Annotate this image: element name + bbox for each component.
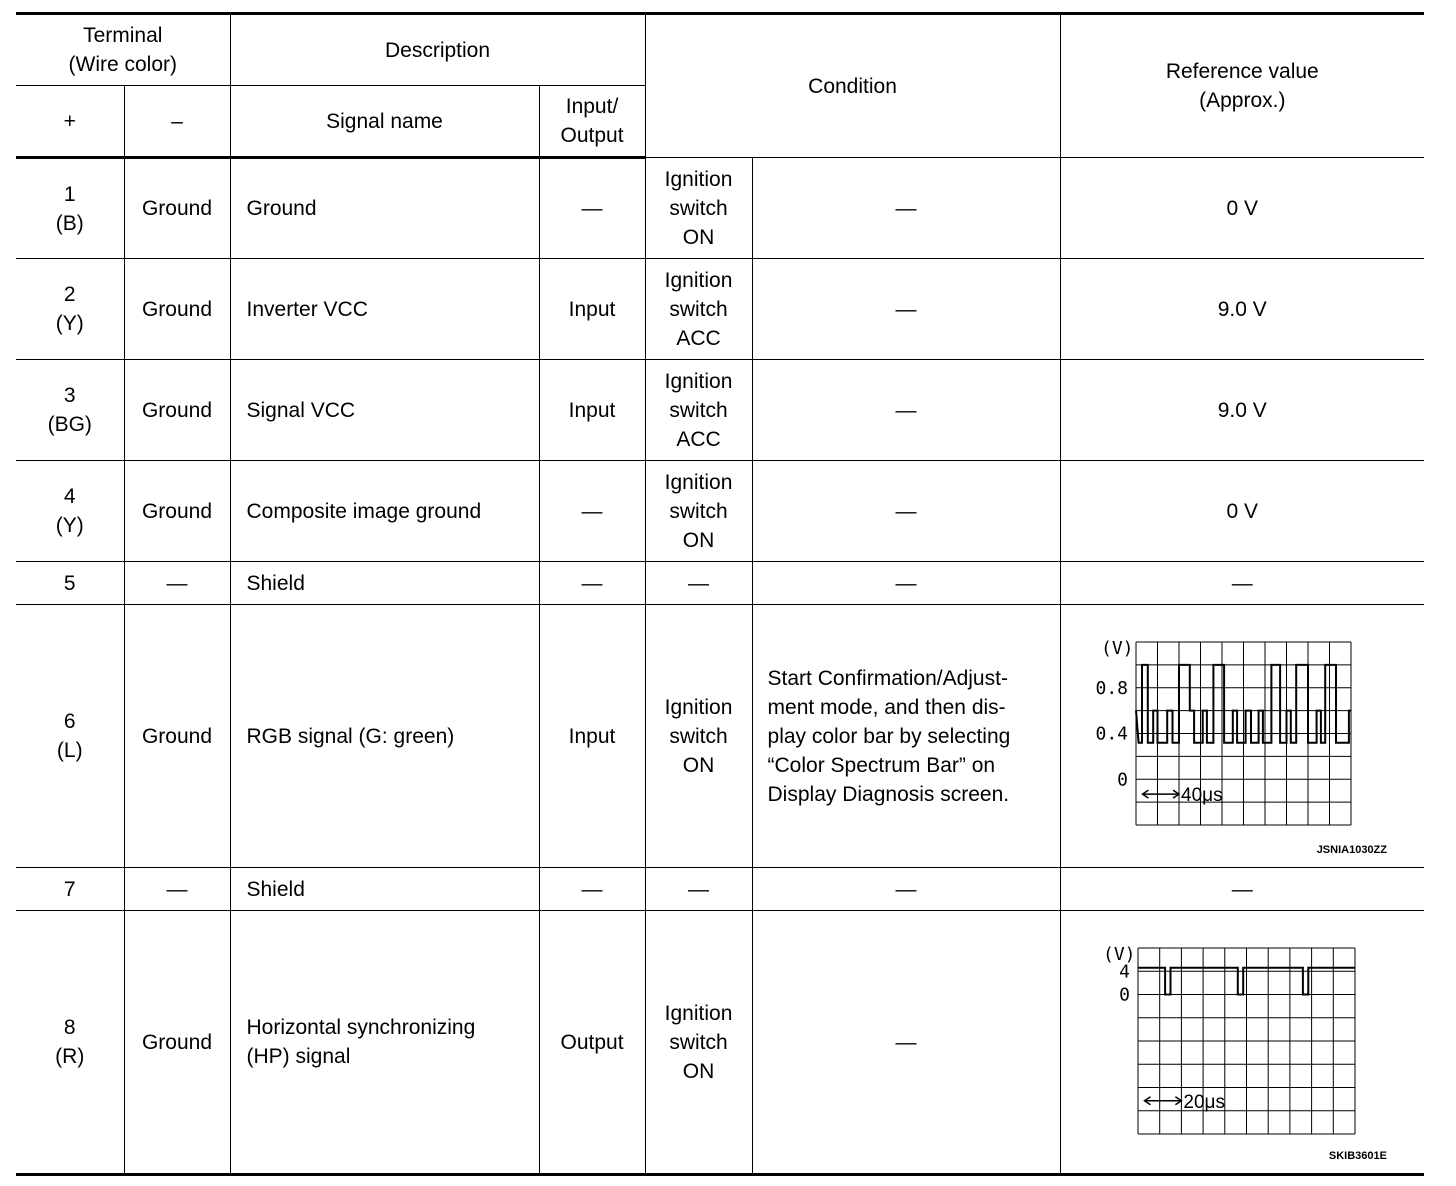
condition-detail-text: — xyxy=(895,499,917,523)
waveform-y-tick: 4 xyxy=(1118,961,1130,983)
waveform-unit-label: (V) xyxy=(1102,944,1136,965)
input-output-text: Input xyxy=(568,297,616,321)
terminal-minus-text: Ground xyxy=(141,398,213,422)
condition-detail xyxy=(752,259,1060,360)
signal-name xyxy=(230,461,539,562)
input-output xyxy=(539,259,645,360)
time-scale-label: 40μs xyxy=(1180,785,1223,807)
terminal-minus-text: Ground xyxy=(141,1030,213,1054)
terminal-plus-text: 8 (R) xyxy=(55,1016,85,1068)
table-row xyxy=(16,259,1424,360)
ignition-switch xyxy=(645,259,752,360)
reference-value-text: 0 V xyxy=(1226,499,1259,523)
header-signal-name xyxy=(230,86,539,158)
input-output-text: Input xyxy=(568,724,616,748)
ignition-switch xyxy=(645,911,752,1175)
input-output xyxy=(539,158,645,259)
header-reference-label: Reference value (Approx.) xyxy=(1165,60,1319,112)
signal-name xyxy=(230,360,539,461)
reference-waveform xyxy=(1060,911,1424,1175)
ignition-switch-text: — xyxy=(688,571,710,595)
condition-detail-text: — xyxy=(895,196,917,220)
reference-value-text: 9.0 V xyxy=(1217,297,1267,321)
header-plus xyxy=(16,86,124,158)
table-row xyxy=(16,158,1424,259)
reference-value xyxy=(1060,868,1424,911)
figure-code: SKIB3601E xyxy=(1328,1150,1387,1162)
ignition-switch xyxy=(645,562,752,605)
input-output-text: — xyxy=(581,499,603,523)
input-output xyxy=(539,360,645,461)
signal-name-text: Inverter VCC xyxy=(246,297,368,321)
terminal-plus-text: 2 (Y) xyxy=(55,283,84,335)
reference-value xyxy=(1060,259,1424,360)
signal-name-text: Composite image ground xyxy=(246,499,482,523)
header-description xyxy=(230,14,645,86)
reference-value xyxy=(1060,562,1424,605)
signal-name-text: Ground xyxy=(246,197,317,220)
header-terminal-label: Terminal (Wire color) xyxy=(68,24,177,76)
header-signal-name-label: Signal name xyxy=(326,109,443,133)
signal-name xyxy=(230,259,539,360)
terminal-minus-text: Ground xyxy=(141,297,213,321)
header-condition-label: Condition xyxy=(808,74,897,98)
terminal-minus xyxy=(124,461,230,562)
terminal-plus xyxy=(16,911,124,1175)
condition-detail xyxy=(752,158,1060,259)
input-output-text: Input xyxy=(568,398,616,422)
condition-detail-text: — xyxy=(895,297,917,321)
header-condition xyxy=(645,14,1060,158)
condition-detail xyxy=(752,360,1060,461)
header-io-label: Input/ Output xyxy=(560,95,624,147)
terminal-plus xyxy=(16,158,124,259)
signal-name xyxy=(230,158,539,259)
waveform-figure xyxy=(1061,911,1425,1173)
terminal-plus xyxy=(16,461,124,562)
input-output-text: — xyxy=(581,877,603,901)
table-row xyxy=(16,868,1424,911)
condition-detail xyxy=(752,562,1060,605)
reference-value xyxy=(1060,360,1424,461)
terminal-plus xyxy=(16,605,124,868)
condition-detail-text: Start Confirmation/Adjust- ment mode, and then dis- play color bar by selecting “Color Spectrum Bar” on Display Diagnosis screen. xyxy=(767,666,1011,806)
signal-name xyxy=(230,605,539,868)
ignition-switch xyxy=(645,605,752,868)
reference-value-text: 9.0 V xyxy=(1217,398,1267,422)
signal-name-text: Shield xyxy=(246,571,305,595)
condition-detail xyxy=(752,605,1060,868)
input-output xyxy=(539,911,645,1175)
terminal-minus xyxy=(124,259,230,360)
terminal-minus xyxy=(124,158,230,259)
header-minus xyxy=(124,86,230,158)
terminal-plus xyxy=(16,562,124,605)
terminal-plus xyxy=(16,259,124,360)
terminal-plus-text: 1 (B) xyxy=(55,182,84,235)
reference-value-text: — xyxy=(1231,571,1253,595)
signal-name-text: Shield xyxy=(246,877,305,901)
ignition-switch-text: Ignition switch ON xyxy=(664,470,733,552)
ignition-switch xyxy=(645,868,752,911)
header-plus-label: + xyxy=(63,109,76,133)
signal-name xyxy=(230,562,539,605)
input-output xyxy=(539,868,645,911)
waveform-y-tick: 0.4 xyxy=(1095,723,1128,745)
terminal-minus-text: — xyxy=(166,877,188,901)
header-minus-label: – xyxy=(171,109,183,133)
terminal-minus xyxy=(124,605,230,868)
waveform-figure xyxy=(1061,605,1425,867)
condition-detail-text: — xyxy=(895,398,917,422)
signal-name-text: RGB signal (G: green) xyxy=(246,724,455,748)
terminal-minus-text: Ground xyxy=(141,197,213,220)
waveform-unit-label: (V) xyxy=(1100,638,1134,659)
time-scale-label: 20μs xyxy=(1182,1091,1225,1113)
time-scale-arrow xyxy=(1142,790,1179,798)
header-terminal xyxy=(16,14,230,86)
header-reference-value xyxy=(1060,14,1424,158)
condition-detail-text: — xyxy=(895,571,917,595)
condition-detail-text: — xyxy=(895,1030,917,1054)
signal-name-text: Signal VCC xyxy=(246,398,356,422)
terminal-minus xyxy=(124,360,230,461)
ignition-switch xyxy=(645,158,752,259)
input-output-text: — xyxy=(581,197,603,220)
header-input-output xyxy=(539,86,645,158)
terminal-plus-text: 5 xyxy=(63,571,76,595)
signal-name-text: Horizontal synchronizing (HP) signal xyxy=(246,1016,476,1068)
ignition-switch-text: Ignition switch ACC xyxy=(664,268,733,350)
input-output-text: — xyxy=(581,571,603,595)
terminal-minus-text: Ground xyxy=(141,499,213,523)
signal-name xyxy=(230,868,539,911)
header-description-label: Description xyxy=(384,38,491,62)
figure-code: JSNIA1030ZZ xyxy=(1316,844,1387,856)
terminal-plus xyxy=(16,360,124,461)
terminal-plus-text: 4 (Y) xyxy=(55,485,84,537)
input-output xyxy=(539,461,645,562)
terminal-plus-text: 7 xyxy=(63,877,76,901)
waveform-graph xyxy=(1061,605,1425,867)
ignition-switch xyxy=(645,461,752,562)
input-output-text: Output xyxy=(560,1030,624,1054)
terminal-plus xyxy=(16,868,124,911)
table-row xyxy=(16,605,1424,868)
condition-detail-text: — xyxy=(895,877,917,901)
table-row xyxy=(16,562,1424,605)
terminal-minus xyxy=(124,562,230,605)
condition-detail xyxy=(752,461,1060,562)
reference-value xyxy=(1060,158,1424,259)
ignition-switch xyxy=(645,360,752,461)
waveform-y-tick: 0 xyxy=(1118,984,1130,1006)
reference-value-text: — xyxy=(1231,877,1253,901)
condition-detail xyxy=(752,911,1060,1175)
waveform-y-tick: 0 xyxy=(1116,769,1128,791)
terminal-minus-text: Ground xyxy=(141,724,213,748)
reference-value xyxy=(1060,461,1424,562)
time-scale-arrow xyxy=(1144,1097,1181,1105)
signal-name xyxy=(230,911,539,1175)
table-row xyxy=(16,360,1424,461)
terminal-minus-text: — xyxy=(166,571,188,595)
terminal-plus-text: 6 (L) xyxy=(56,710,83,762)
ignition-switch-text: Ignition switch ON xyxy=(664,695,733,777)
terminal-reference-table xyxy=(16,12,1424,1176)
ignition-switch-text: Ignition switch ON xyxy=(664,1001,733,1083)
terminal-minus xyxy=(124,868,230,911)
ignition-switch-text: — xyxy=(688,877,710,901)
waveform-y-tick: 0.8 xyxy=(1095,677,1128,699)
reference-value-text: 0 V xyxy=(1226,196,1259,220)
condition-detail xyxy=(752,868,1060,911)
input-output xyxy=(539,562,645,605)
table-row xyxy=(16,911,1424,1175)
waveform-graph xyxy=(1061,911,1425,1173)
reference-waveform xyxy=(1060,605,1424,868)
ignition-switch-text: Ignition switch ON xyxy=(664,167,733,249)
terminal-minus xyxy=(124,911,230,1175)
input-output xyxy=(539,605,645,868)
terminal-plus-text: 3 (BG) xyxy=(47,384,92,436)
table-row xyxy=(16,461,1424,562)
ignition-switch-text: Ignition switch ACC xyxy=(664,369,733,451)
